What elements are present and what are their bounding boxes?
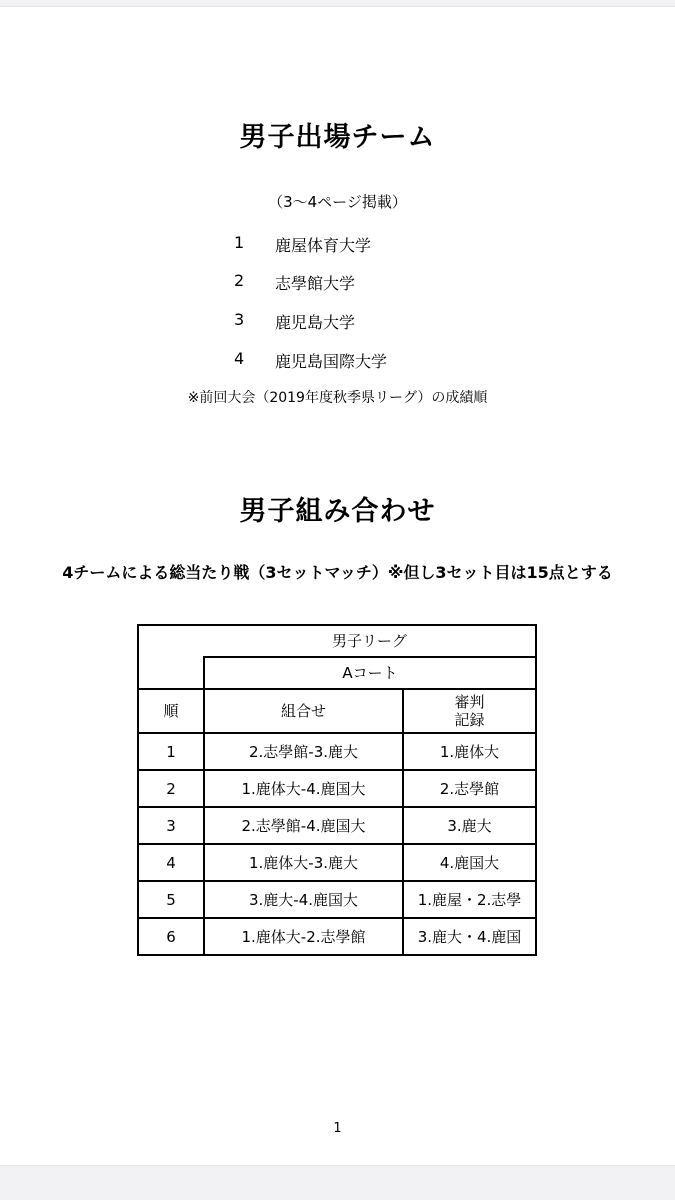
team-number: 3	[234, 310, 245, 329]
referee-cell: 3.鹿大・4.鹿国	[403, 918, 536, 955]
pairing-cell: 3.鹿大-4.鹿国大	[204, 881, 403, 918]
order-header: 順	[138, 689, 204, 733]
pairing-cell: 2.志學館-4.鹿国大	[204, 807, 403, 844]
referee-cell: 1.鹿体大	[403, 733, 536, 770]
order-cell: 1	[138, 733, 204, 770]
table-corner-cell	[138, 625, 204, 689]
pairing-cell: 2.志學館-3.鹿大	[204, 733, 403, 770]
team-number: 1	[234, 233, 245, 252]
court-label: Aコート	[204, 657, 536, 689]
pairing-cell: 1.鹿体大-4.鹿国大	[204, 770, 403, 807]
order-cell: 3	[138, 807, 204, 844]
table-row	[138, 770, 536, 807]
referee-cell: 3.鹿大	[403, 807, 536, 844]
record-header: 記録	[454, 711, 485, 729]
order-cell: 5	[138, 881, 204, 918]
referee-record-header	[403, 689, 536, 733]
table-row	[138, 881, 536, 918]
team-name: 鹿児島国際大学	[275, 352, 388, 371]
league-table	[137, 624, 537, 956]
format-description: 4チームによる総当たり戦（3セットマッチ）※但し3セット目は15点とする	[62, 563, 613, 582]
team-name: 鹿屋体育大学	[275, 236, 372, 255]
team-number: 4	[234, 349, 245, 368]
table-row	[138, 733, 536, 770]
referee-cell: 2.志學館	[403, 770, 536, 807]
order-cell: 6	[138, 918, 204, 955]
team-name: 鹿児島大学	[275, 313, 356, 332]
league-label: 男子リーグ	[204, 625, 536, 657]
order-cell: 4	[138, 844, 204, 881]
referee-cell: 1.鹿屋・2.志學	[403, 881, 536, 918]
pages-note: （3～4ページ掲載）	[268, 193, 407, 211]
team-name: 志學館大学	[275, 274, 356, 293]
document-page	[0, 6, 675, 1166]
table-row	[138, 844, 536, 881]
referee-header: 審判	[454, 693, 485, 711]
matchups-title: 男子組み合わせ	[239, 496, 436, 527]
pairing-cell: 1.鹿体大-2.志學館	[204, 918, 403, 955]
order-cell: 2	[138, 770, 204, 807]
ranking-note: ※前回大会（2019年度秋季県リーグ）の成績順	[187, 390, 488, 406]
pairing-header: 組合せ	[204, 689, 403, 733]
table-row	[138, 807, 536, 844]
pairing-cell: 1.鹿体大-3.鹿大	[204, 844, 403, 881]
team-number: 2	[234, 271, 245, 290]
teams-title: 男子出場チーム	[239, 122, 436, 153]
page-number: 1	[333, 1121, 342, 1136]
referee-cell: 4.鹿国大	[403, 844, 536, 881]
table-row	[138, 918, 536, 955]
